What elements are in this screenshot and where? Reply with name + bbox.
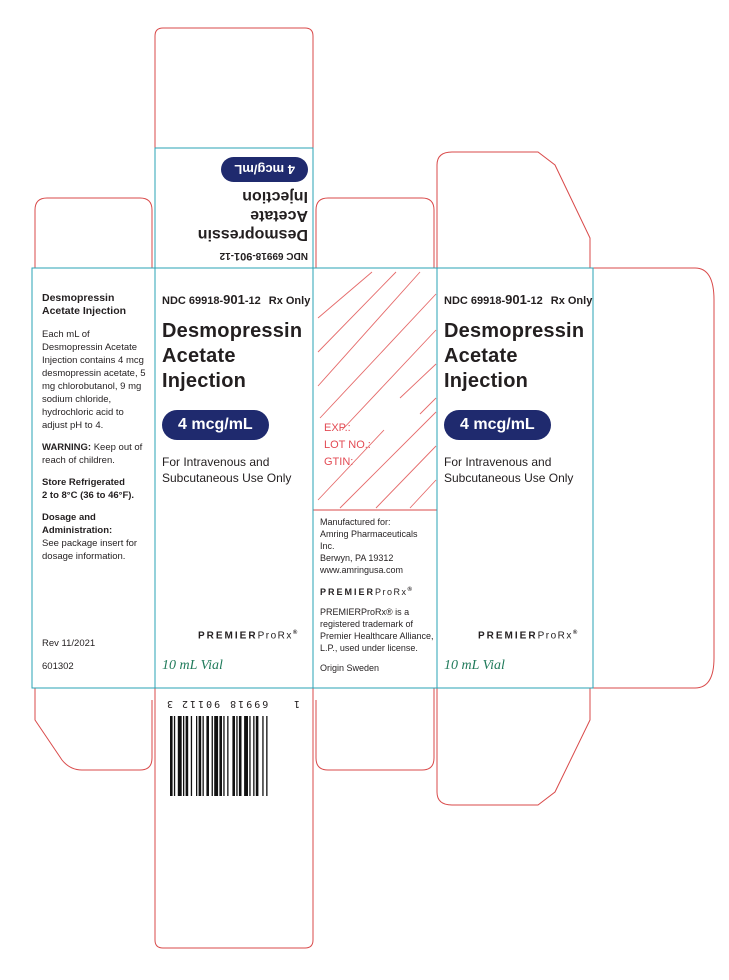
lot-panel [324,420,371,471]
barcode-icon [170,716,300,796]
premier-mark: ® [572,630,578,636]
lot-label: LOT NO.: [324,439,371,451]
premier-bold: PREMIER [198,630,258,642]
premier-light: ProRx [375,587,408,597]
barcode-bar [206,716,209,796]
back-route [444,454,590,486]
ndc-suffix: -12 [526,295,543,307]
barcode-bar [239,716,242,796]
mfg-line-4: www.amringusa.com [320,565,404,575]
ndc-prefix: NDC 69918- [252,250,308,261]
title-line-3: Injection [444,370,529,392]
rev-date: Rev 11/2021 [42,638,96,649]
exp-label: EXP.: [324,422,351,434]
top-flap-title-3: Injection [242,188,308,205]
back-ndc [444,292,593,307]
barcode-bar [253,716,254,796]
warning-text: Keep out of reach of children. [42,442,143,466]
ndc-prefix: NDC 69918- [162,295,224,307]
barcode-bar [262,716,263,796]
barcode-bar [219,716,222,796]
ndc-mid: 901 [505,292,527,307]
premier-mark: ® [407,587,412,593]
back-title [444,319,590,394]
rx-only: Rx Only [268,295,311,307]
ndc-suffix: -12 [244,295,261,307]
dosage-heading: Dosage and Administration: [42,512,113,536]
barcode-bar [249,716,250,796]
front-vial-size: 10 mL Vial [162,658,223,673]
ndc-mid: 901 [223,292,245,307]
route-line-2: Subcutaneous Use Only [444,471,574,485]
route-line-2: Subcutaneous Use Only [162,471,292,485]
title-line-2: Acetate [444,345,518,367]
warning [42,441,148,467]
storage-line-1: Store Refrigerated [42,477,125,488]
front-panel [162,292,310,486]
barcode-bar [199,716,202,796]
title-line-2: Acetate [162,345,236,367]
rx-only: Rx Only [550,295,593,307]
manufacturer-panel [320,516,434,682]
dosage-text: See package insert for dosage information. [42,538,138,562]
composition-text: Each mL of Desmopressin Acetate Injection contains 4 mcg desmopressin acetate, 5 mg chlorobutanol, 9 mg sodium chloride, hydrochloric acid to adjust pH to 4. [42,329,146,431]
barcode-bar [191,716,192,796]
barcode-right-digit: 1 [294,698,301,709]
side-heading-1: Desmopressin [42,292,115,304]
barcode-bar [266,716,267,796]
storage-line-2: 2 to 8°C (36 to 46°F). [42,490,135,501]
item-code: 601302 [42,661,74,672]
storage [42,476,148,502]
premier-light: ProRx [257,630,293,642]
top-flap-strength-pill: 4 mcg/mL [221,157,308,182]
barcode-bar [183,716,184,796]
mfg-line-2: Amring Pharmaceuticals Inc. [320,529,418,551]
origin-text: Origin Sweden [320,663,380,673]
side-panel [42,292,148,563]
barcode-bar [212,716,213,796]
back-premier-logo [478,630,577,641]
barcode-bar [236,716,237,796]
premier-mark: ® [292,630,298,636]
mfg-line-3: Berwyn, PA 19312 [320,553,394,563]
top-flap-label [160,152,310,264]
front-strength-pill: 4 mcg/mL [162,410,269,440]
title-line-1: Desmopressin [162,320,303,342]
barcode-bar [170,716,173,796]
barcode-bar [214,716,218,796]
barcode-bar [223,716,224,796]
front-ndc [162,292,310,307]
back-panel [444,292,593,486]
side-heading-2: Acetate Injection [42,305,127,317]
gtin-label: GTIN: [324,456,354,468]
premier-light: ProRx [537,630,573,642]
warning-label: WARNING: [42,442,92,453]
barcode-bar [178,716,182,796]
barcode-bar [227,716,228,796]
route-line-1: For Intravenous and [444,455,552,469]
barcode-bar [174,716,175,796]
barcode-bar [232,716,235,796]
barcode-bar [244,716,248,796]
barcode-bar [256,716,259,796]
barcode-bar [203,716,204,796]
barcode-number: 69918 90112 [180,698,269,709]
title-line-3: Injection [162,370,247,392]
top-flap-title-1: Desmopressin [197,226,308,243]
mfg-premier-logo [320,584,434,598]
barcode-bar [196,716,197,796]
back-strength-pill: 4 mcg/mL [444,410,551,440]
mfg-line-1: Manufactured for: [320,517,391,527]
title-line-1: Desmopressin [444,320,585,342]
back-vial-size: 10 mL Vial [444,658,505,673]
trademark-text: PREMIERProRx® is a registered trademark of Premier Healthcare Alliance, L.P., used under license. [320,607,434,653]
ndc-mid: 901 [234,250,253,262]
ndc-suffix: -12 [219,250,235,261]
top-flap-title-2: Acetate [250,207,308,224]
barcode-left-digit: 3 [167,698,174,709]
front-title [162,319,310,394]
front-route [162,454,310,486]
side-heading [42,292,148,318]
route-line-1: For Intravenous and [162,455,270,469]
dosage [42,511,148,563]
ndc-prefix: NDC 69918- [444,295,506,307]
premier-bold: PREMIER [320,587,376,597]
top-flap-ndc [198,250,308,262]
barcode-bar [186,716,189,796]
front-premier-logo [198,630,297,641]
premier-bold: PREMIER [478,630,538,642]
